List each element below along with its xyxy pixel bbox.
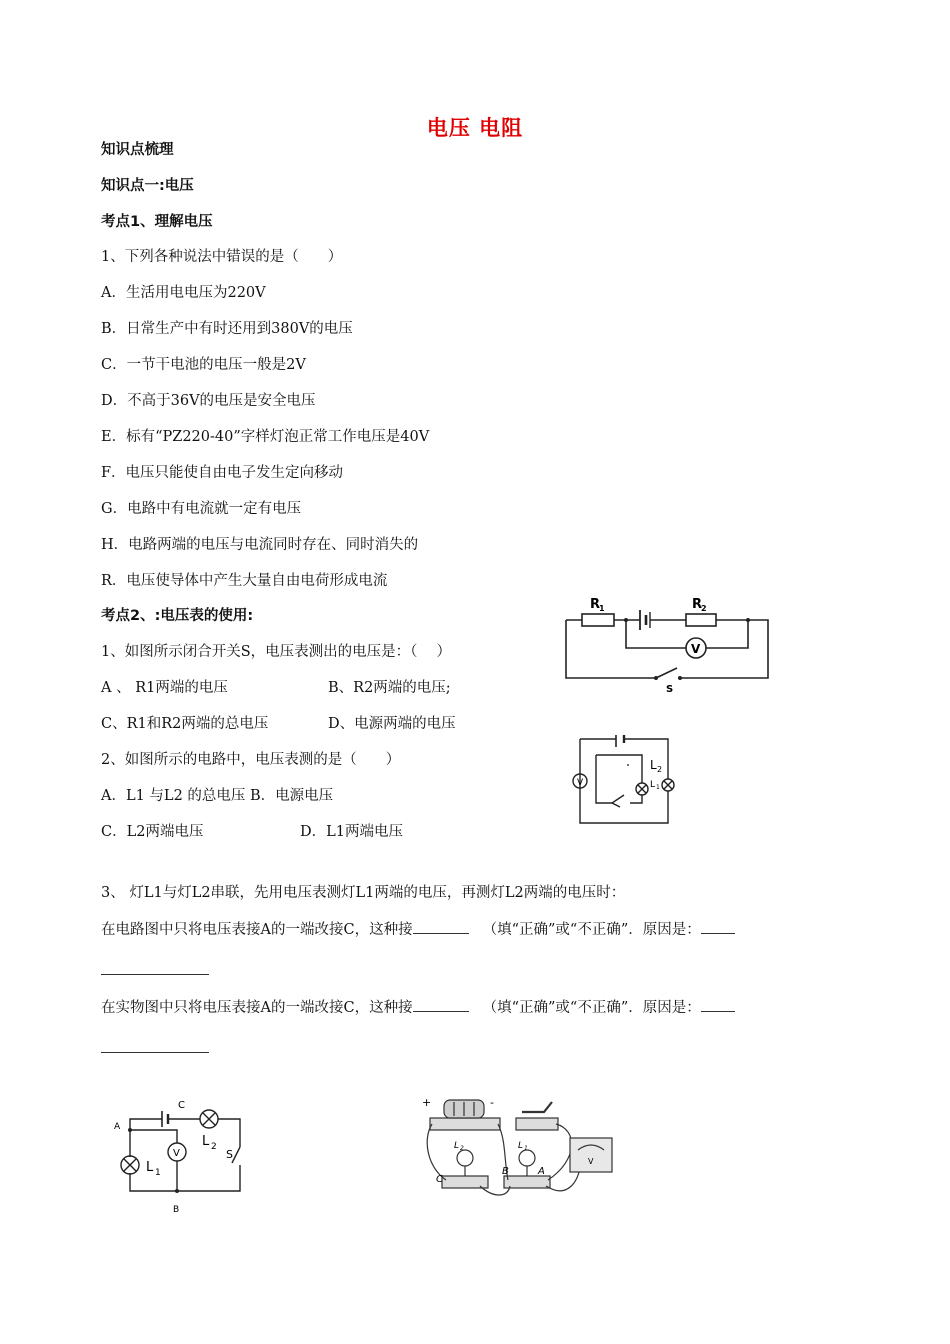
fig4-a-label: A [538,1166,545,1177]
switch-icon [522,1102,552,1112]
question-3-line-1 [101,919,735,940]
question-3-line-1-hint: （填“正确”或“不正确”．原因是： [482,922,701,938]
question-1-option-g: G．电路中有电流就一定有电压 [101,501,302,517]
fig4-meter-label: V [588,1157,594,1166]
switch-icon [612,795,624,803]
fig3-a-label: A [114,1122,121,1132]
question-2-1-option-b: B、R2两端的电压; [328,680,451,696]
question-3-line-2 [101,997,735,1018]
fig1-r1-sub: 1 [599,604,605,613]
circuit-diagram-3 [110,1095,260,1215]
fig3-b-label: B [173,1205,180,1215]
question-1-option-h: H．电路两端的电压与电流同时存在、同时消失的 [101,537,419,553]
fig2-meter-label: V [577,778,584,788]
fig4-minus-label: - [490,1096,494,1109]
lamp-l1-icon [519,1150,535,1166]
question-1-option-d: D．不高于36V的电压是安全电压 [101,393,316,409]
circuit-diagram-1 [556,590,776,696]
question-3-line-2-hint: （填“正确”或“不正确”．原因是： [482,1000,701,1016]
question-2-1-option-a: A 、 R1两端的电压 [101,680,228,696]
question-1-stem: 1、下列各种说法中错误的是（ ） [101,249,343,265]
fig1-r2-label: R [692,597,703,612]
question-2-2-option-c: C．L2两端电压 [101,824,204,840]
answer-blank[interactable] [413,919,469,934]
question-1-option-r: R．电压使导体中产生大量自由电荷形成电流 [101,573,388,589]
fig4-l2-label: L [454,1141,460,1151]
answer-blank[interactable] [413,997,469,1012]
lamp-l2-icon [457,1150,473,1166]
question-1-option-a: A．生活用电电压为220V [101,285,266,301]
fig4-c-label: C [436,1174,443,1185]
answer-blank[interactable] [101,974,209,975]
question-1-option-e: E．标有“PZ220-40”字样灯泡正常工作电压是40V [101,429,430,445]
answer-blank[interactable] [701,919,735,934]
question-3-line-1-text: 在电路图中只将电压表接A的一端改接C，这种接 [101,922,413,938]
fig4-l2-sub: 2 [460,1145,464,1152]
question-2-2-stem: 2、如图所示的电路中，电压表测的是（ ） [101,752,401,768]
fig3-meter-label: V [173,1148,180,1159]
fig2-l1-label: L [650,780,656,790]
question-1-option-b: B．日常生产中有时还用到380V的电压 [101,321,353,337]
fig4-plus-label: + [422,1096,432,1109]
fig3-switch-label: S [226,1148,233,1161]
knowledge-point-heading: 知识点一:电压 [101,178,194,194]
physical-circuit-picture [418,1090,618,1210]
question-1-option-f: F．电压只能使自由电子发生定向移动 [101,465,344,481]
page-title: 电压 电阻 [426,116,524,140]
exam-point-2-heading: 考点2、:电压表的使用: [101,608,254,624]
answer-blank[interactable] [101,1052,209,1053]
fig3-l2-sub: 2 [211,1142,217,1152]
fig1-r1-label: R [590,597,601,612]
question-2-2-option-d: D．L1两端电压 [300,824,403,840]
switch-icon [656,668,677,678]
circuit-diagram-2 [570,735,700,829]
fig3-l1-sub: 1 [155,1168,161,1178]
resistor-r2 [686,614,716,626]
fig4-l1-sub: 1 [524,1145,528,1152]
fig2-l2-sub: 2 [657,765,663,774]
fig3-c-label: C [178,1100,185,1111]
fig2-l1-sub: 1 [656,784,660,791]
question-2-2-option-ab: A．L1 与L2 的总电压 B．电源电压 [101,788,334,804]
question-2-1-stem: 1、如图所示闭合开关S，电压表测出的电压是：（ ） [101,644,452,660]
answer-blank[interactable] [701,997,735,1012]
resistor-r1 [582,614,614,626]
exam-point-1-heading: 考点1、理解电压 [101,214,213,230]
fig3-l1-label: L [146,1160,154,1175]
fig1-r2-sub: 2 [701,604,707,613]
switch-icon [232,1147,240,1163]
fig2-l2-label: L [650,758,657,772]
question-2-1-option-c: C、R1和R2两端的总电压 [101,716,269,732]
question-3-stem: 3、 灯L1与灯L2串联，先用电压表测灯L1两端的电压，再测灯L2两端的电压时： [101,885,626,901]
fig4-b-label: B [502,1166,509,1177]
fig4-l1-label: L [518,1141,524,1151]
section-heading: 知识点梳理 [101,142,174,158]
fig1-meter-label: V [691,642,701,656]
question-1-option-c: C．一节干电池的电压一般是2V [101,357,306,373]
voltmeter-icon [570,1138,612,1172]
fig1-switch-label: S [666,684,674,695]
question-2-1-option-d: D、电源两端的电压 [328,716,456,732]
question-3-line-2-text: 在实物图中只将电压表接A的一端改接C，这种接 [101,1000,413,1016]
fig3-l2-label: L [202,1134,210,1149]
